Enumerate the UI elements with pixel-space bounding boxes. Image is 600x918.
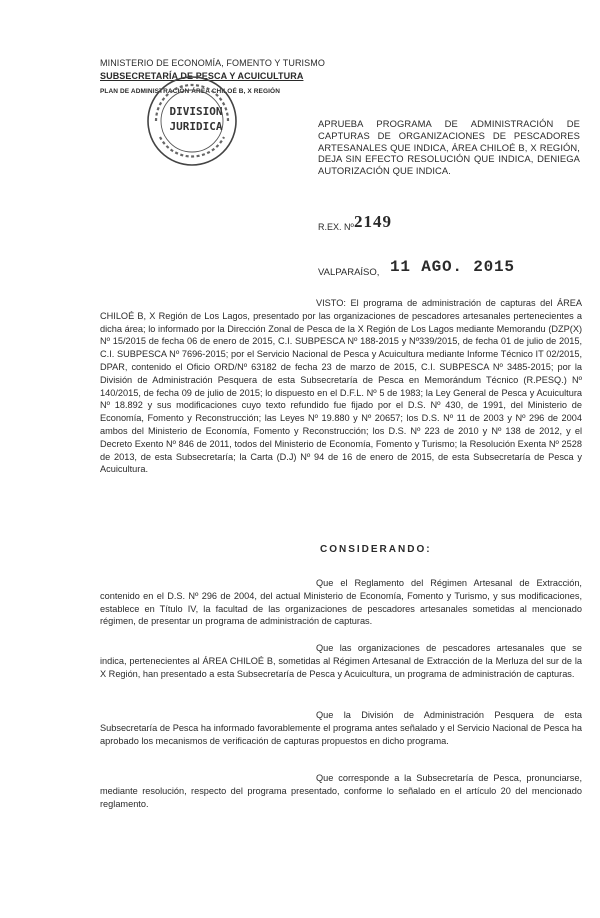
date-stamp: 11 AGO. 2015 [390, 258, 515, 276]
place-label: VALPARAÍSO, [318, 267, 380, 278]
rex-number: 2149 [354, 212, 392, 231]
considerando-text: Que las organizaciones de pescadores artesanales que se indica, pertenecientes al ÁREA CHILOÉ B, sometidas al Régimen Artesanal de Extracción de la Merluza del sur de la X Región, han presentado a esta Subsecretaría de Pesca y Acuicultura, un programa de administración de capturas. [100, 643, 582, 679]
rex-label: R.EX. Nº [318, 222, 354, 232]
ministry-name: MINISTERIO DE ECONOMÍA, FOMENTO Y TURISMO [100, 58, 325, 68]
considerando-item [100, 709, 582, 747]
considerando-item [100, 772, 582, 810]
considerando-item [100, 642, 582, 680]
considerando-heading: CONSIDERANDO: [320, 544, 432, 555]
considerando-text: Que corresponde a la Subsecretaría de Pesca, pronunciarse, mediante resolución, respecto del programa presentado, conforme lo señalado en el artículo 20 del mencionado reglamento. [100, 773, 582, 809]
subsecretaria-name: SUBSECRETARÍA DE PESCA Y ACUICULTURA [100, 71, 304, 81]
stamp-line-division: DIVISION [169, 105, 223, 118]
considerando-item [100, 577, 582, 628]
considerando-text: Que la División de Administración Pesquera de esta Subsecretaría de Pesca ha informado favorablemente el programa antes señalado y el Servicio Nacional de Pesca ha aprobado los mecanismos de verificación de capturas propuestos en dicho programa. [100, 710, 582, 746]
division-juridica-stamp [146, 75, 238, 167]
visto-paragraph [100, 297, 582, 476]
plan-subtitle: PLAN DE ADMINISTRACIÓN ÁREA CHILOÉ B, X REGIÓN [100, 88, 280, 95]
considerando-text: Que el Reglamento del Régimen Artesanal de Extracción, contenido en el D.S. Nº 296 de 2004, del actual Ministerio de Economía, Fomento y Turismo, y sus modificaciones, establece en Título IV, la facultad de las organizaciones de pescadores artesanales sometidas al mencionado régimen, de presentar un programa de administración de capturas. [100, 578, 582, 627]
visto-text: VISTO: El programa de administración de capturas del ÁREA CHILOÉ B, X Región de Los Lagos, presentado por las organizaciones de pescadores artesanales pertenecientes a dicha área; lo informado por la Dirección Zonal de Pesca de la X Región de Los Lagos mediante Memorandu (DZP(X) Nº 15/2015 de fecha 06 de enero de 2015, C.I. SUBPESCA Nº 188-2015 y Nº339/2015, de fecha 01 de julio de 2015, C.I. SUBPESCA Nº 7696-2015; por el Servicio Nacional de Pesca y Acuicultura mediante Informe Técnico IT 02/2015, DPAR, contenido el Oficio ORD/Nº 63182 de fecha 23 de marzo de 2015, C.I. SUBPESCA Nº 3485-2015; por la División de Administración Pesquera de esta Subsecretaría de Pesca en Memorándum Técnico (R.PESQ.) Nº 140/2015, de fecha 09 de julio de 2015; lo dispuesto en el D.F.L. Nº 5 de 1983; la Ley General de Pesca y Acuicultura Nº 18.892 y sus modificaciones cuyo texto refundido fue fijado por el D.S. Nº 430, de 1991, del Ministerio de Economía, Fomento y Reconstrucción; las Leyes Nº 19.880 y Nº 20657; los D.S. Nº 11 de 2003 y Nº 296 de 2004 ambos del Ministerio de Economía, Fomento y Reconstrucción; los D.S. Nº 223 de 2010 y Nº 138 de 2012, y el Decreto Exento Nº 846 de 2011, todos del Ministerio de Economía, Fomento y Turismo; la Resolución Exenta Nº 2528 de 2013, de esta Subsecretaría; la Carta (D.J) Nº 94 de 16 de enero de 2015, de esta Subsecretaría de Pesca y Acuicultura. [100, 298, 582, 475]
stamp-line-juridica: JURIDICA [169, 120, 223, 133]
resolution-title: APRUEBA PROGRAMA DE ADMINISTRACIÓN DE CAPTURAS DE ORGANIZACIONES DE PESCADORES ARTESANALES QUE INDICA, ÁREA CHILOÉ B, X REGIÓN, DEJA SIN EFECTO RESOLUCIÓN QUE INDICA, DENIEGA AUTORIZACIÓN QUE INDICA. [318, 118, 580, 177]
